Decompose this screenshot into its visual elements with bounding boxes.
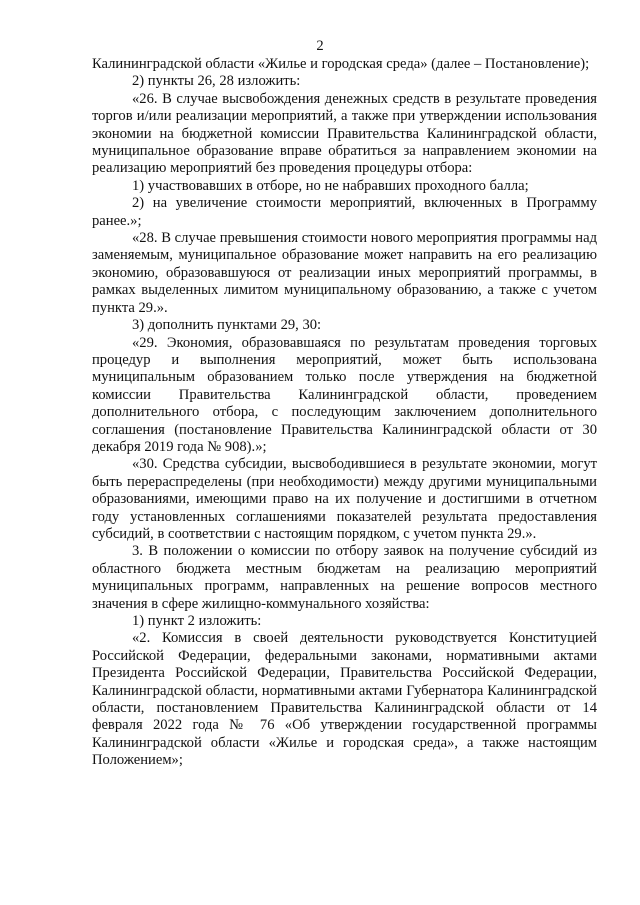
paragraph-item-2-header: 2) пункты 26, 28 изложить:: [132, 73, 301, 90]
paragraph-clause-29: «29. Экономия, образовавшаяся по результатам проведения торговых процедур и выполнения мероприятий, может быть использована муниципальным образованием только после утверждения на бюджетной комиссии Правительства Калининградской области, проведением дополнительного отбора, с последующим заключением дополнительного соглашения (постановление Правительства Калининградской области от 30 декабря 2019 года № 908).»;: [92, 334, 597, 455]
paragraph-commission-clause-2: «2. Комиссия в своей деятельности руководствуется Конституцией Российской Федерации, федеральными законами, нормативными актами Президента Российской Федерации, Правительства Российской Федерации, Калининградской области, нормативными актами Губернатора Калининградской области, постановлением Правительства Калининградской области от 14 февраля 2022 года № 76 «Об утверждении государственной программы Калининградской области «Жилье и городская среда», а также настоящим Положением»;: [92, 630, 597, 769]
document-body: [92, 56, 597, 770]
paragraph-section-3: 3. В положении о комиссии по отбору заявок на получение субсидий из областного бюджета местным бюджетам на реализацию мероприятий муниципальных программ, направленных на решение вопросов местного значения в сфере жилищно-коммунального хозяйства:: [92, 543, 597, 612]
paragraph-item-3-header: 3) дополнить пунктами 29, 30:: [132, 317, 322, 334]
paragraph-clause-26: «26. В случае высвобождения денежных средств в результате проведения торгов и/или реализации мероприятий, а также при утверждении использования экономии на бюджетной комиссии Правительства Калининградской области, муниципальное образование вправе обратиться за направлением экономии на реализацию мероприятий без проведения процедуры отбора:: [92, 90, 597, 177]
paragraph-clause-30: «30. Средства субсидии, высвободившиеся в результате экономии, могут быть перераспределены (при необходимости) между другими муниципальными образованиями, имеющими право на их получение и достигшими в отчетном году установленных соглашениями показателей результата предоставления субсидий, в соответствии с настоящим порядком, с учетом пункта 29.».: [92, 456, 597, 542]
page-number: 2: [316, 38, 324, 54]
paragraph-clause-26-sub-2: 2) на увеличение стоимости мероприятий, включенных в Программу ранее.»;: [92, 195, 597, 229]
paragraph-clause-26-sub-1: 1) участвовавших в отборе, но не набравших проходного балла;: [132, 177, 529, 194]
paragraph-clause-28: «28. В случае превышения стоимости нового мероприятия программы над заменяемым, муниципальное образование может направить на его реализацию экономию, образовавшуюся от реализации иных мероприятий программы, в рамках выделенных лимитом муниципальному образованию, а также с учетом пункта 29.».: [92, 230, 597, 316]
paragraph-section-3-item-1: 1) пункт 2 изложить:: [132, 613, 262, 629]
paragraph-continuation: Калининградской области «Жилье и городская среда» (далее – Постановление);: [92, 56, 590, 72]
